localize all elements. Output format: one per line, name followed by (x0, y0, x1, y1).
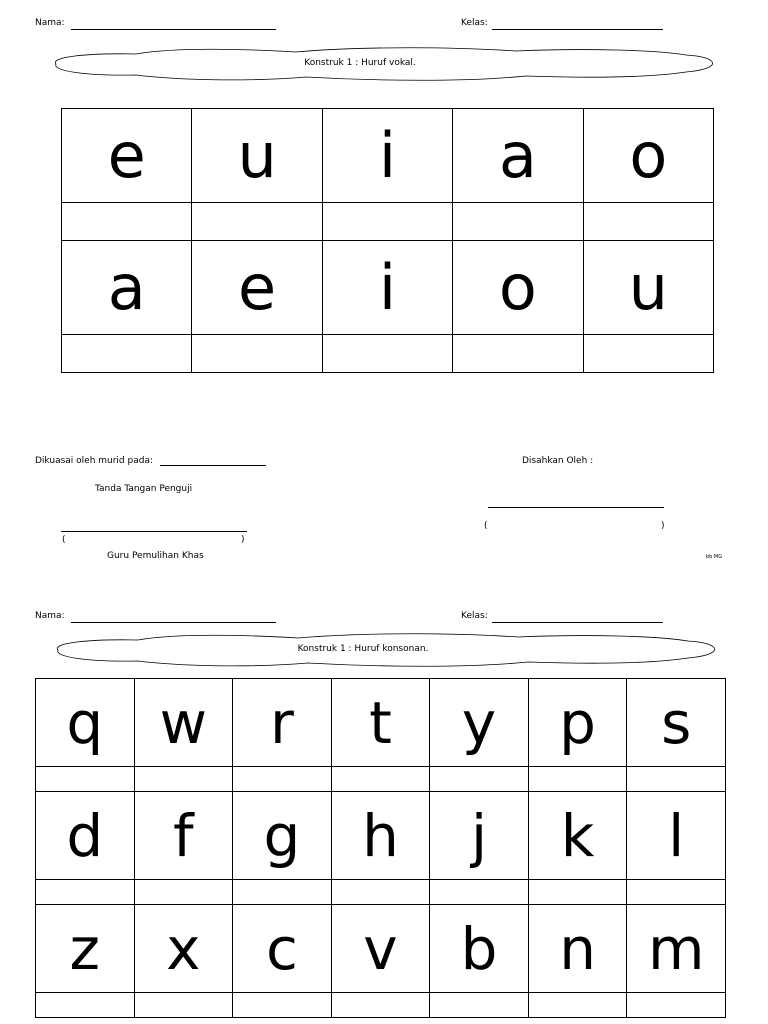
answer-cell[interactable] (62, 203, 192, 241)
letter-q: q (66, 688, 104, 757)
signature-label: Tanda Tangan Penguji (95, 484, 193, 494)
paren-close-left: ) (241, 535, 245, 545)
letter-e: e (107, 118, 146, 192)
letter-t: t (369, 688, 392, 757)
class-label: Kelas: (461, 18, 488, 28)
letter-i: i (378, 250, 397, 324)
letter-cell (192, 241, 322, 335)
letter-e: e (238, 250, 277, 324)
letter-cell (453, 109, 583, 203)
letter-cell (36, 905, 135, 993)
mastered-label: Dikuasai oleh murid pada: (35, 456, 153, 466)
answer-cell[interactable] (331, 880, 430, 905)
answer-cell[interactable] (322, 203, 452, 241)
letter-cell (430, 792, 529, 880)
letter-h: h (362, 801, 399, 870)
answer-cell[interactable] (627, 993, 726, 1018)
answer-cell[interactable] (430, 993, 529, 1018)
answer-cell[interactable] (62, 335, 192, 373)
letter-j: j (470, 801, 488, 870)
verifier-signature-line[interactable] (488, 507, 664, 508)
answer-cell[interactable] (627, 880, 726, 905)
letter-cell (430, 905, 529, 993)
name-label: Nama: (35, 18, 65, 28)
sheet2-title: Konstruk 1 : Huruf konsonan. (297, 644, 429, 654)
consonant-letter-row (36, 679, 726, 767)
answer-cell[interactable] (36, 880, 135, 905)
letter-cell (134, 679, 233, 767)
answer-cell[interactable] (430, 880, 529, 905)
answer-cell[interactable] (322, 335, 452, 373)
letter-cell (528, 905, 627, 993)
answer-cell[interactable] (36, 993, 135, 1018)
vowel-answer-row (62, 335, 714, 373)
letter-i: i (378, 118, 397, 192)
letter-p: p (559, 688, 596, 757)
letter-cell (528, 679, 627, 767)
answer-cell[interactable] (134, 993, 233, 1018)
letter-a: a (107, 250, 146, 324)
letter-cell (627, 792, 726, 880)
answer-cell[interactable] (430, 767, 529, 792)
letter-cell (233, 792, 332, 880)
letter-cell (36, 792, 135, 880)
answer-cell[interactable] (528, 993, 627, 1018)
sheet1-title: Konstruk 1 : Huruf vokal. (304, 58, 416, 68)
consonant-letter-row (36, 905, 726, 993)
letter-cell (528, 792, 627, 880)
answer-cell[interactable] (627, 767, 726, 792)
verified-label: Disahkan Oleh : (522, 456, 594, 466)
answer-cell[interactable] (192, 335, 322, 373)
letter-u: u (237, 118, 277, 192)
vowel-answer-row (62, 203, 714, 241)
mastered-date-line[interactable] (160, 465, 266, 466)
letter-cell (331, 905, 430, 993)
letter-cell (233, 905, 332, 993)
vowel-letter-row (62, 241, 714, 335)
letter-n: n (559, 914, 596, 983)
letter-u: u (628, 250, 668, 324)
class-input-line[interactable] (492, 29, 663, 30)
initials-mark: bb MG (706, 554, 723, 560)
letter-cell (233, 679, 332, 767)
vowel-grid (61, 108, 714, 373)
letter-a: a (498, 118, 537, 192)
letter-cell (627, 679, 726, 767)
class-input-line-2[interactable] (492, 622, 663, 623)
letter-d: d (66, 801, 104, 870)
examiner-signature-line[interactable] (61, 531, 247, 532)
name-input-line[interactable] (71, 29, 276, 30)
letter-cell (322, 241, 452, 335)
answer-cell[interactable] (528, 880, 627, 905)
answer-cell[interactable] (331, 993, 430, 1018)
name-input-line-2[interactable] (71, 622, 276, 623)
answer-cell[interactable] (331, 767, 430, 792)
letter-cell (583, 241, 713, 335)
answer-cell[interactable] (583, 203, 713, 241)
consonant-grid (35, 678, 726, 1018)
paren-open-left: ( (62, 535, 66, 545)
letter-o: o (629, 118, 668, 192)
letter-cell (134, 905, 233, 993)
letter-cell (192, 109, 322, 203)
letter-s: s (661, 688, 692, 757)
letter-o: o (498, 250, 537, 324)
letter-cell (62, 109, 192, 203)
letter-r: r (269, 688, 294, 757)
letter-k: k (560, 801, 595, 870)
answer-cell[interactable] (233, 880, 332, 905)
consonant-letter-row (36, 792, 726, 880)
letter-f: f (173, 801, 194, 870)
answer-cell[interactable] (453, 335, 583, 373)
letter-b: b (460, 914, 498, 983)
class-label-2: Kelas: (461, 611, 488, 621)
letter-cell (134, 792, 233, 880)
answer-cell[interactable] (36, 767, 135, 792)
answer-cell[interactable] (192, 203, 322, 241)
letter-x: x (166, 914, 201, 983)
letter-v: v (363, 914, 398, 983)
letter-cell (430, 679, 529, 767)
letter-g: g (263, 801, 301, 870)
paren-open-right: ( (484, 521, 488, 531)
letter-cell (331, 679, 430, 767)
letter-cell (322, 109, 452, 203)
answer-cell[interactable] (528, 767, 627, 792)
paren-close-right: ) (661, 521, 665, 531)
vowel-letter-row (62, 109, 714, 203)
letter-c: c (265, 914, 298, 983)
letter-y: y (461, 688, 497, 757)
letter-cell (453, 241, 583, 335)
teacher-label: Guru Pemulihan Khas (107, 551, 204, 561)
answer-cell[interactable] (134, 880, 233, 905)
answer-cell[interactable] (233, 993, 332, 1018)
letter-cell (62, 241, 192, 335)
answer-cell[interactable] (583, 335, 713, 373)
answer-cell[interactable] (134, 767, 233, 792)
letter-m: m (647, 914, 705, 983)
consonant-answer-row (36, 767, 726, 792)
consonant-answer-row (36, 880, 726, 905)
letter-l: l (668, 801, 685, 870)
answer-cell[interactable] (233, 767, 332, 792)
letter-cell (36, 679, 135, 767)
letter-cell (627, 905, 726, 993)
name-label-2: Nama: (35, 611, 65, 621)
letter-z: z (69, 914, 100, 983)
consonant-answer-row (36, 993, 726, 1018)
letter-cell (583, 109, 713, 203)
answer-cell[interactable] (453, 203, 583, 241)
letter-cell (331, 792, 430, 880)
letter-w: w (159, 688, 208, 757)
